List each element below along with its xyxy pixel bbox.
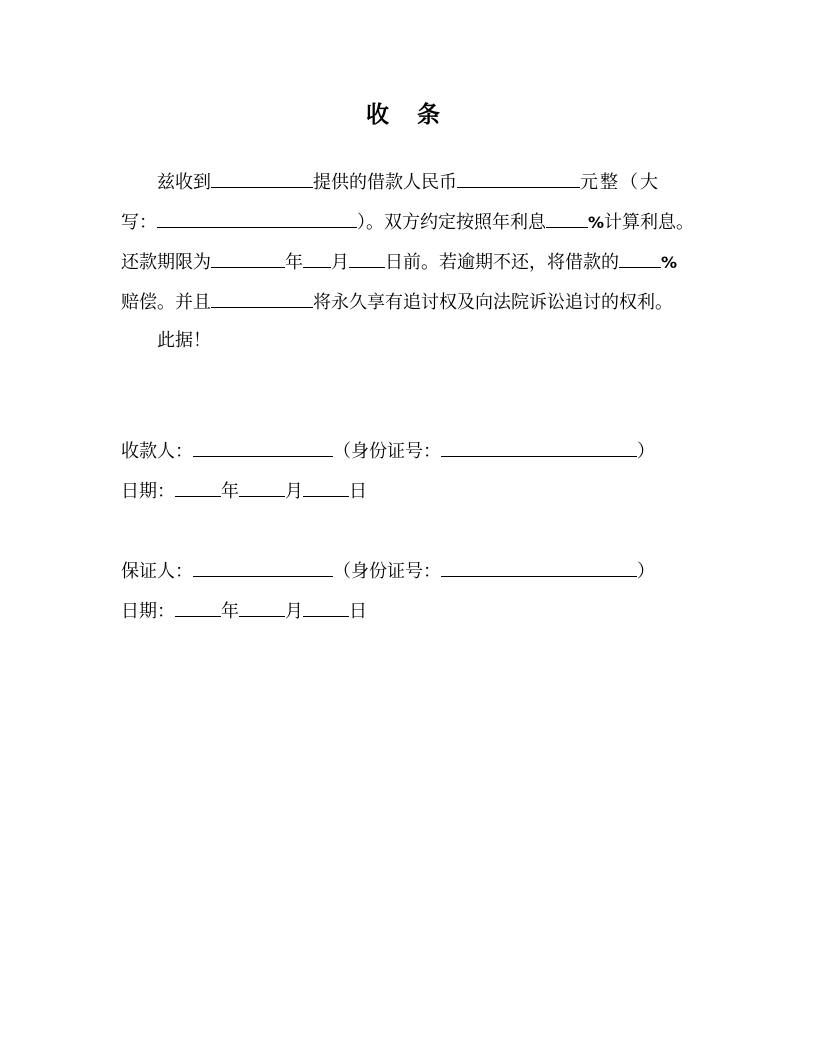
- guarantor-name-blank: [193, 557, 333, 577]
- percent-sign: %: [661, 253, 678, 272]
- percent-sign: %: [588, 213, 605, 232]
- payee-line: [121, 437, 655, 463]
- month-label: 月: [285, 601, 303, 622]
- text: 还款期限为: [121, 252, 211, 273]
- due-day-blank: [349, 248, 385, 268]
- date-label: 日期：: [121, 481, 175, 502]
- amount-blank: [457, 168, 580, 188]
- document-title: 收 条: [365, 101, 450, 128]
- guarantor-line: [121, 557, 655, 583]
- text: 提供的借款人民币: [313, 172, 457, 193]
- day-label: 日: [349, 481, 367, 502]
- text: 元整（大: [580, 172, 660, 193]
- id-close: ）: [637, 441, 655, 462]
- lender-name-blank: [211, 168, 313, 188]
- closing-text: 此据！: [157, 330, 211, 351]
- day-label: 日: [349, 601, 367, 622]
- id-open: （身份证号：: [333, 561, 441, 582]
- text: ）。双方约定按照年利息: [357, 212, 546, 233]
- due-year-blank: [211, 248, 285, 268]
- paragraph-line-1: [121, 168, 660, 194]
- id-open: （身份证号：: [333, 441, 441, 462]
- text: 年: [285, 252, 303, 273]
- year-label: 年: [221, 601, 239, 622]
- payee-label: 收款人：: [121, 441, 193, 462]
- payee-year-blank: [175, 477, 221, 497]
- guarantor-label: 保证人：: [121, 561, 193, 582]
- text: 日前。若逾期不还，将借款的: [385, 252, 619, 273]
- payee-id-blank: [441, 437, 637, 457]
- paragraph-line-2: [121, 208, 694, 234]
- paragraph-line-3: [121, 248, 677, 274]
- year-label: 年: [221, 481, 239, 502]
- creditor-blank: [211, 288, 313, 308]
- text: 兹收到: [157, 172, 211, 193]
- date-label: 日期：: [121, 601, 175, 622]
- due-month-blank: [303, 248, 331, 268]
- text: 月: [331, 252, 349, 273]
- paragraph-line-4: [121, 288, 673, 314]
- text: 写：: [121, 212, 157, 233]
- interest-rate-blank: [546, 208, 588, 228]
- payee-date-line: [121, 477, 367, 503]
- month-label: 月: [285, 481, 303, 502]
- guarantor-date-line: [121, 597, 367, 623]
- text: 将永久享有追讨权及向法院诉讼追讨的权利。: [313, 292, 673, 313]
- text: 计算利息。: [604, 212, 695, 233]
- amount-in-words-blank: [157, 208, 357, 228]
- penalty-rate-blank: [619, 248, 661, 268]
- guarantor-day-blank: [303, 597, 349, 617]
- payee-month-blank: [239, 477, 285, 497]
- text: 赔偿。并且: [121, 292, 211, 313]
- id-close: ）: [637, 561, 655, 582]
- guarantor-month-blank: [239, 597, 285, 617]
- guarantor-year-blank: [175, 597, 221, 617]
- guarantor-id-blank: [441, 557, 637, 577]
- paragraph-line-5: [121, 328, 211, 354]
- payee-name-blank: [193, 437, 333, 457]
- payee-day-blank: [303, 477, 349, 497]
